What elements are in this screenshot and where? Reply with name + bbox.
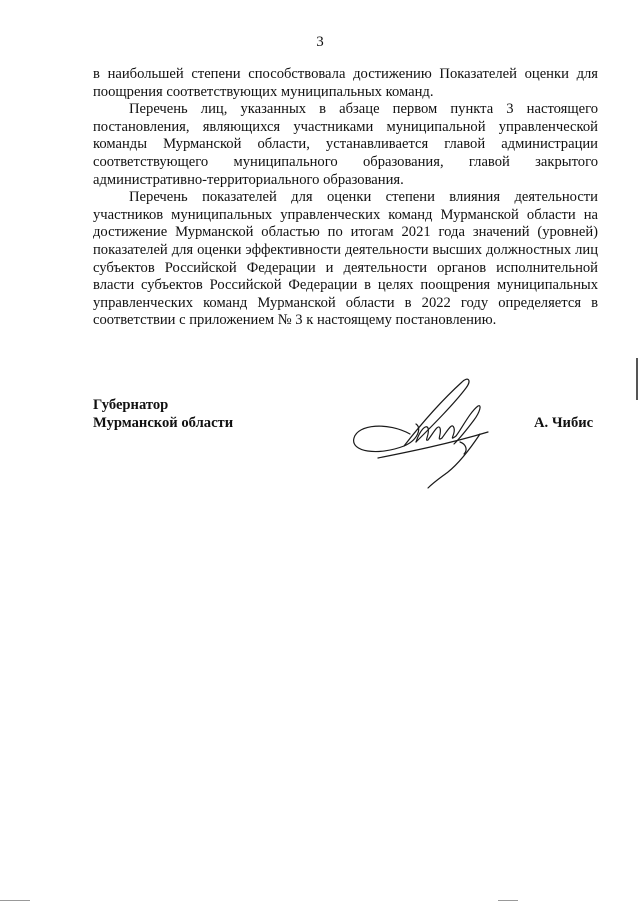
paragraph-1: в наибольшей степени способствовала достижению Показателей оценки для поощрения соответствующих муниципальных команд. [93,66,598,100]
handwritten-signature [348,372,498,497]
paragraph-3: Перечень показателей для оценки степени влияния деятельности участников муниципальных управленческих команд Мурманской области на достижение Мурманской областью по итогам 2021 года значений (уровней) показателей для оценки эффективности деятельности высших должностных лиц субъектов Российской Федерации и деятельности органов исполнительной власти субъектов Российской Федерации в целях поощрения муниципальных управленческих команд Мурманской области в 2022 году определяется в соответствии с приложением № 3 к настоящему постановлению. [93,189,598,329]
signatory-position-line-1: Губернатор [93,397,169,413]
page-number: 3 [316,34,324,50]
scan-edge-mark-right [498,900,518,901]
scan-margin-mark [636,358,638,400]
signer-name: А. Чибис [534,415,594,431]
signatory-position-line-2: Мурманской области [93,414,234,431]
scan-edge-mark-left [0,900,30,901]
document-body [93,66,598,330]
signatory-position [93,397,598,432]
paragraph-2: Перечень лиц, указанных в абзаце первом пункта 3 настоящего постановления, являющихся участниками муниципальной управленческой команды Мурманской области, устанавливается главой администрации соответствующего муниципального образования, главой закрытого административно-территориального образования. [93,101,598,188]
